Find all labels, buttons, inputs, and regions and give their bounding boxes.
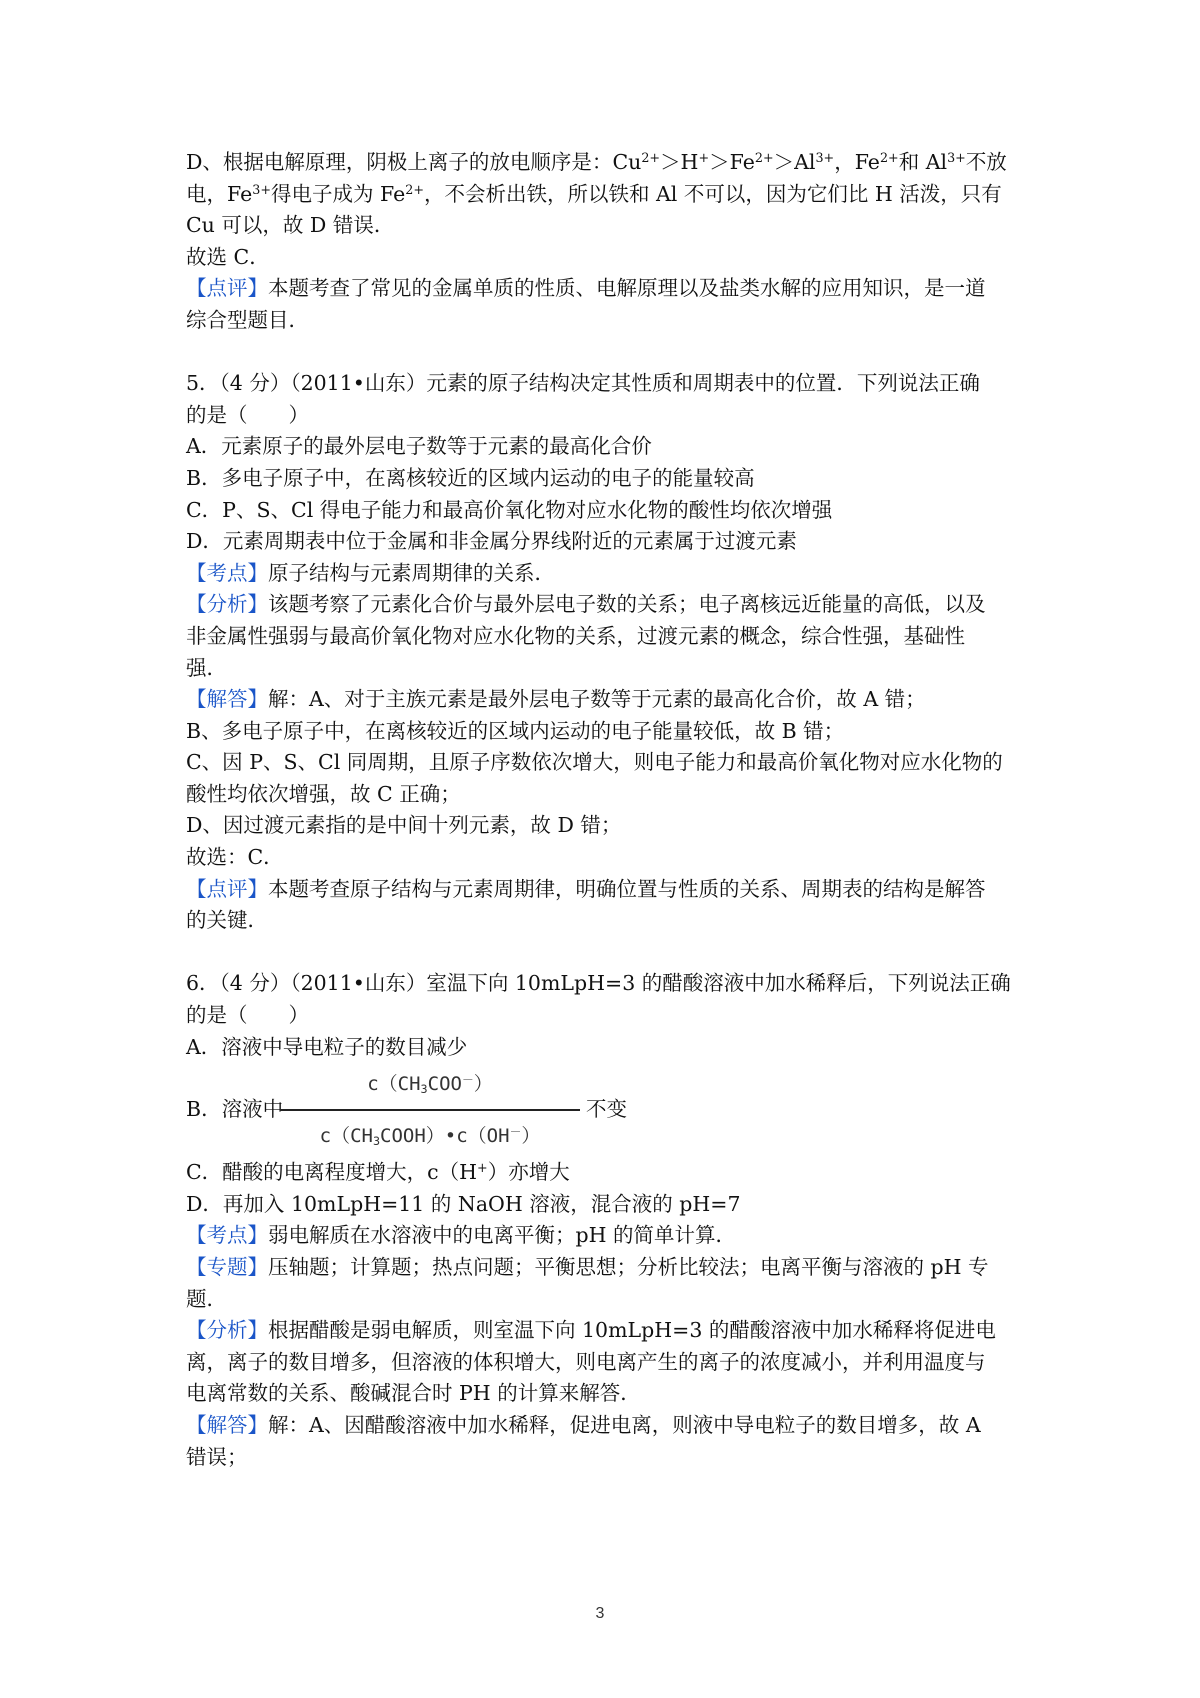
q5-option-d: D．元素周期表中位于金属和非金属分界线附近的元素属于过渡元素 (186, 529, 797, 554)
q6-fenxi-line3: 电离常数的关系、酸碱混合时 PH 的计算来解答． (186, 1381, 641, 1406)
q5-option-a: A．元素原子的最外层电子数等于元素的最高化合价 (186, 434, 652, 459)
q6-zhuanti-line1: 【专题】压轴题；计算题；热点问题；平衡思想；分析比较法；电离平衡与溶液的 pH 专 (186, 1255, 989, 1279)
q6-option-b-prefix: B．溶液中 (186, 1097, 284, 1122)
kaodian-tag: 【考点】 (186, 1223, 268, 1248)
q6-option-c: C．醋酸的电离程度增大，c（H+）亦增大 (186, 1160, 570, 1185)
q5-dianping-line2: 的关键． (186, 908, 268, 933)
q4-d-ions: $Cu^{2+}>H^+>Fe^{2+}>Al^{3+}$，$Fe^{2+}$和 $Al^{3+}$不放 (612, 150, 1007, 174)
q6-zhuanti-line2: 题． (186, 1286, 227, 1311)
fraction-denominator: $c(CH_3COOH)•c(OH^-)$ (319, 1124, 541, 1149)
q5-jieda-line4: 酸性均依次增强，故 C 正确； (186, 781, 461, 806)
q4-comment-line2: 综合型题目． (186, 307, 309, 332)
q5-jieda-line3: C、因 P、S、Cl 同周期，且原子序数依次增大，则电子能力和最高价氧化物对应水化物的 (186, 750, 1003, 775)
q4-option-d-analysis-line3: Cu 可以，故 D 错误． (186, 213, 395, 238)
page-number: 3 (595, 1605, 605, 1622)
q6-option-b-fraction (280, 1063, 580, 1157)
q4-d-text: D、根据电解原理，阴极上离子的放电顺序是： (186, 150, 613, 174)
q6-stem-line2: 的是（ ） (186, 1003, 309, 1028)
fenxi-tag: 【分析】 (186, 1318, 268, 1343)
q5-jieda-line1: 【解答】解：A、对于主族元素是最外层电子数等于元素的最高化合价，故 A 错； (186, 687, 926, 712)
q5-answer-choice: 故选：C． (186, 845, 284, 870)
q5-option-c: C．P、S、Cl 得电子能力和最高价氧化物对应水化物的酸性均依次增强 (186, 497, 833, 522)
q6-fenxi-line2: 离，离子的数目增多，但溶液的体积增大，则电离产生的离子的浓度减小，并利用温度与 (186, 1349, 986, 1374)
q6-stem-line1: 6．（4 分）（2011•山东）室温下向 10mLpH=3 的醋酸溶液中加水稀释后，下列说法正确 (186, 971, 1011, 996)
q4-option-d-analysis-line2: 电，$Fe^{3+}$得电子成为 $Fe^{2+}$，不会析出铁，所以铁和 Al 不可以，因为它们比 H 活泼，只有 (186, 181, 1002, 206)
fenxi-tag: 【分析】 (186, 592, 268, 617)
zhuanti-tag: 【专题】 (186, 1255, 268, 1279)
fraction-bar (280, 1109, 580, 1111)
q6-option-d: D．再加入 10mLpH=11 的 NaOH 溶液，混合液的 pH=7 (186, 1191, 741, 1216)
q6-option-a: A．溶液中导电粒子的数目减少 (186, 1034, 468, 1059)
jieda-tag: 【解答】 (186, 687, 268, 712)
q6-jieda-line1: 【解答】解：A、因醋酸溶液中加水稀释，促进电离，则液中导电粒子的数目增多，故 A (186, 1412, 981, 1437)
q5-dianping-line1: 【点评】本题考查原子结构与元素周期律，明确位置与性质的关系、周期表的结构是解答 (186, 876, 986, 901)
q6-fenxi-line1: 【分析】根据醋酸是弱电解质，则室温下向 10mLpH=3 的醋酸溶液中加水稀释将促进电 (186, 1318, 996, 1343)
q5-fenxi-line3: 强． (186, 655, 227, 680)
q6-option-b (186, 1063, 1026, 1157)
kaodian-tag: 【考点】 (186, 560, 268, 585)
q5-option-b: B．多电子原子中，在离核较近的区域内运动的电子的能量较高 (186, 465, 755, 490)
q4-answer-choice: 故选 C． (186, 244, 270, 269)
q5-fenxi-line1: 【分析】该题考察了元素化合价与最外层电子数的关系；电子离核远近能量的高低，以及 (186, 592, 986, 617)
dianping-tag: 【点评】 (186, 876, 268, 901)
q5-stem-line2: 的是（ ） (186, 402, 309, 427)
fraction-numerator: $c(CH_3COO^-)$ (367, 1072, 493, 1097)
q5-jieda-line5: D、因过渡元素指的是中间十列元素，故 D 错； (186, 813, 622, 838)
q6-jieda-line2: 错误； (186, 1444, 248, 1469)
q4-option-d-analysis-line1 (186, 147, 1026, 179)
jieda-tag: 【解答】 (186, 1412, 268, 1437)
q5-jieda-line2: B、多电子原子中，在离核较近的区域内运动的电子能量较低，故 B 错； (186, 718, 845, 743)
q5-fenxi-line2: 非金属性强弱与最高价氧化物对应水化物的关系，过渡元素的概念，综合性强，基础性 (186, 623, 965, 648)
comment-tag: 【点评】 (186, 276, 268, 301)
q4-comment-line1: 【点评】本题考查了常见的金属单质的性质、电解原理以及盐类水解的应用知识，是一道 (186, 276, 986, 301)
q5-kaodian: 【考点】原子结构与元素周期律的关系． (186, 560, 555, 585)
q6-kaodian: 【考点】弱电解质在水溶液中的电离平衡；pH 的简单计算． (186, 1223, 737, 1248)
page-content (186, 147, 1026, 1473)
q5-stem-line1: 5．（4 分）（2011•山东）元素的原子结构决定其性质和周期表中的位置．下列说法正确 (186, 371, 980, 396)
q6-option-b-suffix: 不变 (586, 1097, 627, 1122)
